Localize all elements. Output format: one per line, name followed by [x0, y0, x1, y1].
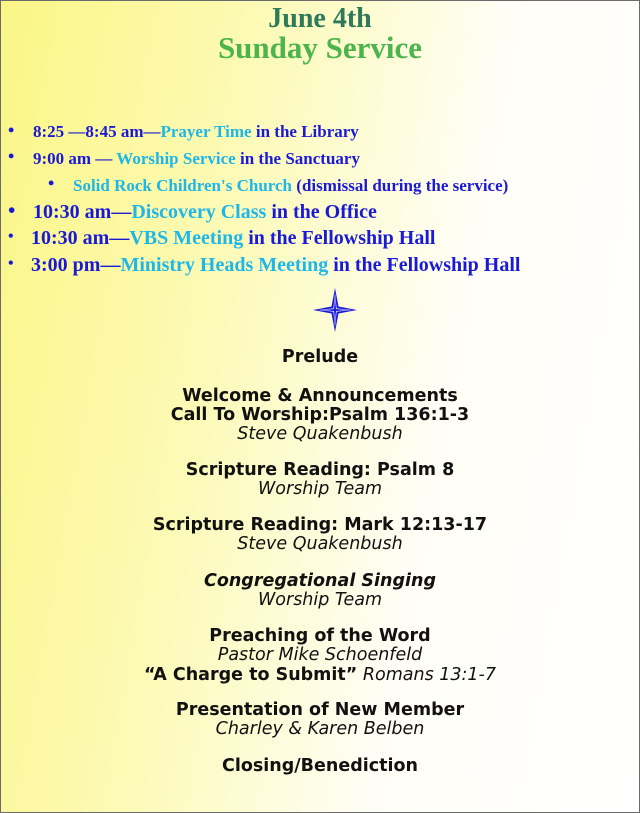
- prelude-heading: Prelude: [281, 347, 359, 367]
- schedule-time: 9:00 am —: [33, 149, 117, 168]
- schedule-time: 3:00 pm—: [31, 254, 121, 276]
- singing-leader: Worship Team: [257, 590, 382, 610]
- closing-heading: Closing/Benediction: [222, 756, 418, 776]
- reading2-block: [0, 516, 640, 554]
- order-of-service: [0, 348, 640, 367]
- preaching-block: [0, 627, 640, 685]
- schedule-time: 8:25 —8:45 am—: [33, 122, 161, 141]
- schedule-place: (dismissal during the service): [292, 176, 509, 195]
- service-date: June 4th: [268, 3, 372, 34]
- reading2-heading: Scripture Reading: Mark 12:13-17: [152, 515, 488, 535]
- schedule-place: in the Sanctuary: [235, 149, 360, 168]
- schedule-event: Worship Service: [116, 149, 236, 168]
- sermon-line: [0, 665, 640, 685]
- page-title: Sunday Service: [217, 30, 423, 65]
- bullet-icon: •: [8, 255, 14, 272]
- singing-heading: Congregational Singing: [203, 571, 436, 591]
- schedule-time: 10:30 am—: [31, 227, 130, 249]
- schedule-place: in the Library: [251, 122, 359, 141]
- schedule-event: Discovery Class: [131, 201, 267, 223]
- schedule-place: in the Fellowship Hall: [243, 227, 436, 249]
- welcome-block: [0, 387, 640, 444]
- singing-block: [0, 572, 640, 610]
- new-member-heading: Presentation of New Member: [175, 700, 465, 720]
- call-to-worship-heading: Call To Worship:Psalm 136:1-3: [170, 405, 470, 425]
- schedule-time: 10:30 am—: [33, 201, 132, 223]
- bullet-icon: •: [8, 120, 15, 140]
- sermon-title: “A Charge to Submit”: [144, 665, 358, 685]
- sermon-text: Romans 13:1-7: [357, 665, 496, 685]
- reading1-block: [0, 461, 640, 499]
- reading2-leader: Steve Quakenbush: [237, 534, 403, 554]
- schedule-event: Prayer Time: [160, 122, 252, 141]
- reading1-heading: Scripture Reading: Psalm 8: [185, 460, 455, 480]
- schedule-event: Ministry Heads Meeting: [120, 254, 329, 276]
- schedule-event: Solid Rock Children's Church: [73, 176, 293, 195]
- preacher-name: Pastor Mike Schoenfeld: [217, 645, 423, 665]
- welcome-heading: Welcome & Announcements: [182, 386, 458, 406]
- closing-block: [0, 757, 640, 776]
- bullet-icon: •: [8, 146, 15, 166]
- bullet-icon: •: [8, 228, 14, 245]
- call-to-worship-leader: Steve Quakenbush: [237, 424, 403, 444]
- star-divider-icon: [313, 288, 357, 332]
- bullet-icon: •: [8, 198, 16, 222]
- schedule-event: VBS Meeting: [129, 227, 244, 249]
- reading1-leader: Worship Team: [257, 479, 382, 499]
- schedule-place: in the Office: [266, 201, 377, 223]
- schedule-place: in the Fellowship Hall: [328, 254, 521, 276]
- bullet-icon: •: [48, 173, 55, 193]
- preaching-heading: Preaching of the Word: [209, 626, 431, 646]
- new-member-block: [0, 701, 640, 739]
- new-member-names: Charley & Karen Belben: [215, 719, 425, 739]
